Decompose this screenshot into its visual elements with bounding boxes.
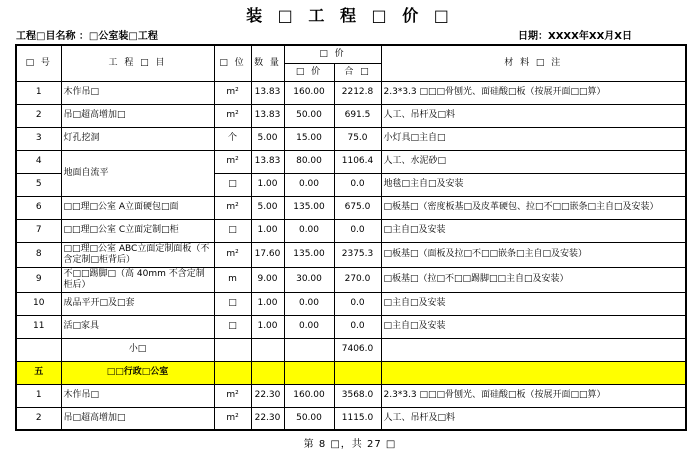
cell-item: 灯孔挖洞	[61, 127, 214, 150]
cell-serial-number: 3	[16, 127, 61, 150]
cell-unit-price: 0.00	[284, 219, 334, 242]
page-title: 装 □ 工 程 □ 价 □	[246, 6, 454, 25]
cell-material: □板基□（拉□不□□踢脚□□主自□及安装）	[381, 267, 686, 292]
cell-unit-price: 80.00	[284, 150, 334, 173]
col-header-unit-price: □ 价	[284, 63, 334, 81]
cell-quantity: 22.30	[251, 407, 284, 430]
cell-item: □□理□公室 A立面硬包□面	[61, 196, 214, 219]
col-header-quantity: 数 量	[251, 45, 284, 81]
table-row	[16, 127, 686, 150]
cell-total-price: 1115.0	[334, 407, 381, 430]
cell-total-price: 2212.8	[334, 81, 381, 104]
cell-material: □主自□及安装	[381, 315, 686, 338]
table-row	[16, 384, 686, 407]
cell-unit: m²	[214, 407, 251, 430]
cell-unit	[214, 338, 251, 361]
cell-material: 地毯□主自□及安装	[381, 173, 686, 196]
cell-serial-number	[16, 338, 61, 361]
table-row	[16, 150, 686, 173]
cell-unit-price: 15.00	[284, 127, 334, 150]
cell-unit-price: 0.00	[284, 292, 334, 315]
cell-unit: m²	[214, 81, 251, 104]
cell-serial-number: 2	[16, 104, 61, 127]
col-header-serial: □ 号	[16, 45, 61, 81]
cell-quantity: 13.83	[251, 81, 284, 104]
cell-material: □主自□及安装	[381, 219, 686, 242]
cell-item: 吊□超高增加□	[61, 104, 214, 127]
cell-serial-number: 5	[16, 173, 61, 196]
cell-material	[381, 338, 686, 361]
cell-item: 木作吊□	[61, 81, 214, 104]
cell-item-merged: 地面自流平	[61, 150, 214, 196]
cell-total-price: 2375.3	[334, 242, 381, 267]
section-header-row	[16, 361, 686, 384]
cell-unit-price: 135.00	[284, 196, 334, 219]
table-row	[16, 104, 686, 127]
cell-item: 木作吊□	[61, 384, 214, 407]
cell-unit: □	[214, 315, 251, 338]
cell-serial-number: 10	[16, 292, 61, 315]
table-row	[16, 242, 686, 267]
col-header-item: 工 程 □ 目	[61, 45, 214, 81]
cell-item: □□理□公室 C立面定制□柜	[61, 219, 214, 242]
cell-unit-price: 50.00	[284, 407, 334, 430]
meta-bar	[16, 27, 632, 42]
cell-material: □板基□（面板及拉□不□□嵌条□主自□及安装）	[381, 242, 686, 267]
cell-unit-price: 30.00	[284, 267, 334, 292]
cell-total-price: 0.0	[334, 219, 381, 242]
cell-material: 人工、吊杆及□料	[381, 407, 686, 430]
cell-material	[381, 361, 686, 384]
cell-quantity: 17.60	[251, 242, 284, 267]
cell-unit-price: 50.00	[284, 104, 334, 127]
table-row	[16, 292, 686, 315]
cell-unit-price: 160.00	[284, 384, 334, 407]
cell-total-price: 270.0	[334, 267, 381, 292]
table-body	[16, 81, 686, 430]
cell-quantity	[251, 338, 284, 361]
cell-unit-price	[284, 361, 334, 384]
page-number: 第 8 □，共 27 □	[303, 439, 397, 450]
table-row	[16, 407, 686, 430]
cell-item: 吊□超高增加□	[61, 407, 214, 430]
subtotal-label: 小□	[61, 338, 214, 361]
cell-total-price	[334, 361, 381, 384]
col-header-total: 合 □	[334, 63, 381, 81]
cell-serial-number: 7	[16, 219, 61, 242]
cell-total-price: 1106.4	[334, 150, 381, 173]
cell-unit: m²	[214, 104, 251, 127]
cell-material: 人工、吊杆及□料	[381, 104, 686, 127]
table-row	[16, 196, 686, 219]
cell-quantity	[251, 361, 284, 384]
cell-material: 2.3*3.3 □□□骨刨光、面硅酸□板（按展开面□□算）	[381, 81, 686, 104]
date-label: 日期：XXXX年XX月X日	[518, 31, 632, 42]
cell-unit: m²	[214, 384, 251, 407]
cell-material: 小灯具□主自□	[381, 127, 686, 150]
table-header	[16, 45, 686, 81]
subtotal-row	[16, 338, 686, 361]
cell-serial-number: 9	[16, 267, 61, 292]
cell-unit-price: 160.00	[284, 81, 334, 104]
cell-serial-number: 1	[16, 81, 61, 104]
cell-total-price: 3568.0	[334, 384, 381, 407]
cell-serial-number: 1	[16, 384, 61, 407]
cell-unit: □	[214, 219, 251, 242]
cell-material: 人工、水泥砂□	[381, 150, 686, 173]
cell-unit-price: 0.00	[284, 315, 334, 338]
cell-serial-number: 8	[16, 242, 61, 267]
cell-quantity: 13.83	[251, 150, 284, 173]
cell-quantity: 22.30	[251, 384, 284, 407]
cell-total-price: 0.0	[334, 173, 381, 196]
cell-serial-number: 11	[16, 315, 61, 338]
cell-unit-price: 135.00	[284, 242, 334, 267]
cell-quantity: 5.00	[251, 196, 284, 219]
project-name-label: 工程□目名称 ：□公室装□工程	[16, 31, 158, 42]
cell-unit-price	[284, 338, 334, 361]
cell-unit: □	[214, 292, 251, 315]
cell-total-price: 0.0	[334, 315, 381, 338]
cell-quantity: 1.00	[251, 219, 284, 242]
cell-unit-price: 0.00	[284, 173, 334, 196]
cell-unit: m	[214, 267, 251, 292]
table-row	[16, 315, 686, 338]
table-row	[16, 81, 686, 104]
cell-quantity: 5.00	[251, 127, 284, 150]
col-header-material: 材 料 □ 注	[381, 45, 686, 81]
cell-material: 2.3*3.3 □□□骨刨光、面硅酸□板（按展开面□□算）	[381, 384, 686, 407]
cell-material: □板基□（密度板基□及皮革硬包、拉□不□□嵌条□主自□及安装）	[381, 196, 686, 219]
cell-quantity: 9.00	[251, 267, 284, 292]
cell-quantity: 1.00	[251, 173, 284, 196]
cell-unit: 个	[214, 127, 251, 150]
cell-item: 成品平开□及□套	[61, 292, 214, 315]
cell-quantity: 1.00	[251, 292, 284, 315]
col-header-unit: □ 位	[214, 45, 251, 81]
cell-unit: m²	[214, 150, 251, 173]
section-number: 五	[16, 361, 61, 384]
cell-serial-number: 2	[16, 407, 61, 430]
col-header-price-group: □ 价	[284, 45, 381, 63]
cell-unit: m²	[214, 196, 251, 219]
cell-total-price: 675.0	[334, 196, 381, 219]
cell-serial-number: 6	[16, 196, 61, 219]
table-row	[16, 219, 686, 242]
cell-quantity: 13.83	[251, 104, 284, 127]
cell-unit: m²	[214, 242, 251, 267]
cell-unit: □	[214, 173, 251, 196]
cell-total-price: 0.0	[334, 292, 381, 315]
cell-unit	[214, 361, 251, 384]
header-row-1	[16, 45, 686, 63]
cell-total-price: 75.0	[334, 127, 381, 150]
section-title: □□行政□公室	[61, 361, 214, 384]
cell-item: 不□□踢脚□（高 40mm 不含定制柜后）	[61, 267, 214, 292]
subtotal-total-value: 7406.0	[334, 338, 381, 361]
quotation-table	[15, 44, 687, 431]
cell-quantity: 1.00	[251, 315, 284, 338]
cell-serial-number: 4	[16, 150, 61, 173]
cell-item: 活□家具	[61, 315, 214, 338]
cell-total-price: 691.5	[334, 104, 381, 127]
cell-material: □主自□及安装	[381, 292, 686, 315]
table-row	[16, 267, 686, 292]
cell-item: □□理□公室 ABC立面定制面板（不含定制□柜背后）	[61, 242, 214, 267]
